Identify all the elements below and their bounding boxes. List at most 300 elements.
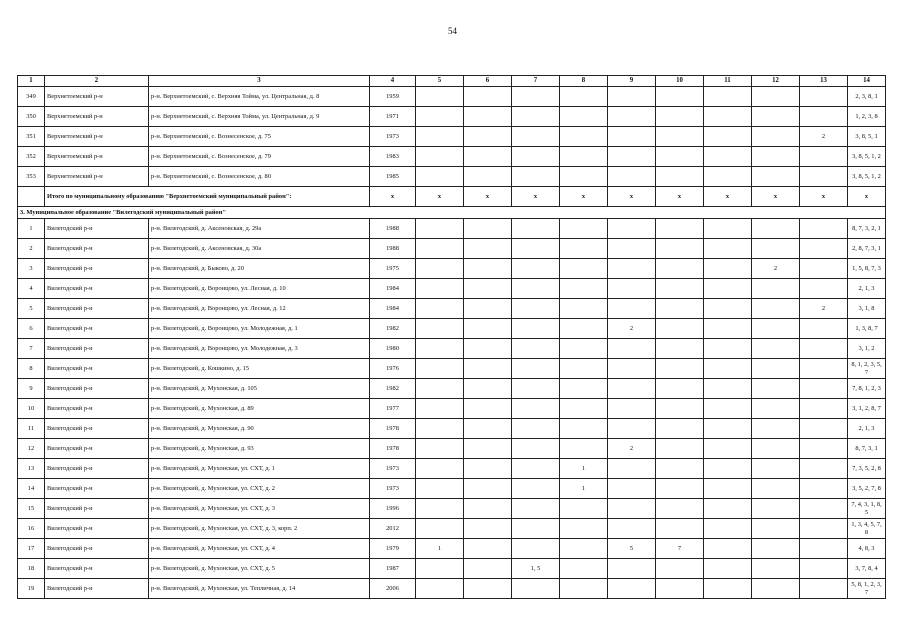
year-cell: 1971 [370, 107, 416, 127]
table-row [18, 379, 886, 399]
col5-cell [416, 339, 464, 359]
col5-cell [416, 127, 464, 147]
year-cell: 1975 [370, 259, 416, 279]
row-number: 4 [18, 279, 45, 299]
col5-cell [416, 239, 464, 259]
col11-cell [704, 299, 752, 319]
col7-cell [512, 399, 560, 419]
district-cell: Вилегодский р-н [45, 219, 149, 239]
address-cell: р-н. Вилегодский, д. Мухонская, ул. СХТ, д. 3, корп. 2 [149, 519, 370, 539]
col5-cell [416, 519, 464, 539]
total-mark-cell: x [608, 187, 656, 207]
col5-cell [416, 419, 464, 439]
table-row [18, 299, 886, 319]
address-cell: р-н. Верхнетоемский, с. Вознесенское, д. 75 [149, 127, 370, 147]
col13-cell [800, 579, 848, 599]
col11-cell [704, 219, 752, 239]
col12-cell [752, 359, 800, 379]
page-number: 54 [448, 26, 457, 36]
col10-cell [656, 359, 704, 379]
col5-cell [416, 559, 464, 579]
col13-cell [800, 87, 848, 107]
district-cell: Вилегодский р-н [45, 259, 149, 279]
col6-cell [464, 559, 512, 579]
col5-cell [416, 479, 464, 499]
table-row [18, 279, 886, 299]
district-cell: Вилегодский р-н [45, 339, 149, 359]
col9-cell [608, 379, 656, 399]
col14-cell: 2, 3, 8, 1 [848, 87, 886, 107]
col10-cell [656, 259, 704, 279]
col8-cell [560, 127, 608, 147]
col12-cell [752, 299, 800, 319]
row-number: 19 [18, 579, 45, 599]
col9-cell [608, 219, 656, 239]
header-cell: 2 [45, 76, 149, 87]
address-cell: р-н. Вилегодский, д. Кошкино, д. 15 [149, 359, 370, 379]
row-number: 17 [18, 539, 45, 559]
address-cell: р-н. Верхнетоемский, с. Вознесенское, д. 80 [149, 167, 370, 187]
col13-cell [800, 359, 848, 379]
col5-cell: 1 [416, 539, 464, 559]
col14-cell: 7, 4, 3, 1, 8, 5 [848, 499, 886, 519]
district-cell: Вилегодский р-н [45, 419, 149, 439]
header-cell: 9 [608, 76, 656, 87]
col14-cell: 3, 8, 5, 1 [848, 127, 886, 147]
col11-cell [704, 479, 752, 499]
year-cell: 1985 [370, 167, 416, 187]
col9-cell [608, 579, 656, 599]
col5-cell [416, 299, 464, 319]
col11-cell [704, 107, 752, 127]
col8-cell [560, 579, 608, 599]
col8-cell [560, 439, 608, 459]
col8-cell: 1 [560, 459, 608, 479]
col9-cell [608, 167, 656, 187]
district-cell: Вилегодский р-н [45, 519, 149, 539]
col8-cell [560, 167, 608, 187]
header-cell: 4 [370, 76, 416, 87]
row-number: 13 [18, 459, 45, 479]
col12-cell [752, 239, 800, 259]
table-row [18, 319, 886, 339]
col10-cell [656, 127, 704, 147]
year-cell: 1982 [370, 319, 416, 339]
col7-cell [512, 479, 560, 499]
address-cell: р-н. Вилегодский, д. Воронцово, ул. Молодежная, д. 3 [149, 339, 370, 359]
col5-cell [416, 219, 464, 239]
col13-cell [800, 339, 848, 359]
row-number: 8 [18, 359, 45, 379]
col11-cell [704, 399, 752, 419]
col10-cell [656, 499, 704, 519]
col5-cell [416, 499, 464, 519]
col14-cell: 8, 1, 2, 3, 5, 7 [848, 359, 886, 379]
year-cell: 1978 [370, 419, 416, 439]
row-number: 1 [18, 219, 45, 239]
col6-cell [464, 359, 512, 379]
table-row [18, 459, 886, 479]
col11-cell [704, 279, 752, 299]
housing-register-table [17, 75, 886, 599]
row-number: 7 [18, 339, 45, 359]
col6-cell [464, 479, 512, 499]
total-mark-cell: x [848, 187, 886, 207]
col7-cell [512, 127, 560, 147]
col14-cell: 1, 3, 8, 7 [848, 319, 886, 339]
col6-cell [464, 519, 512, 539]
row-number: 2 [18, 239, 45, 259]
col7-cell [512, 339, 560, 359]
table-row [18, 259, 886, 279]
col13-cell [800, 319, 848, 339]
col11-cell [704, 319, 752, 339]
district-cell: Верхнетоемский р-н [45, 87, 149, 107]
col9-cell [608, 339, 656, 359]
col12-cell [752, 339, 800, 359]
col7-cell [512, 579, 560, 599]
header-cell: 8 [560, 76, 608, 87]
col10-cell [656, 459, 704, 479]
col14-cell: 3, 1, 8 [848, 299, 886, 319]
col6-cell [464, 219, 512, 239]
col10-cell [656, 299, 704, 319]
col13-cell [800, 219, 848, 239]
district-cell: Вилегодский р-н [45, 319, 149, 339]
total-mark-cell: x [370, 187, 416, 207]
col8-cell: 1 [560, 479, 608, 499]
col9-cell [608, 259, 656, 279]
row-number: 18 [18, 559, 45, 579]
col8-cell [560, 147, 608, 167]
col9-cell [608, 519, 656, 539]
col10-cell [656, 399, 704, 419]
col7-cell [512, 539, 560, 559]
col11-cell [704, 359, 752, 379]
total-mark-cell: x [752, 187, 800, 207]
row-number: 350 [18, 107, 45, 127]
district-cell: Вилегодский р-н [45, 559, 149, 579]
col5-cell [416, 439, 464, 459]
address-cell: р-н. Вилегодский, д. Мухонская, д. 93 [149, 439, 370, 459]
col6-cell [464, 299, 512, 319]
row-number: 353 [18, 167, 45, 187]
table-row [18, 147, 886, 167]
header-cell: 14 [848, 76, 886, 87]
col9-cell [608, 299, 656, 319]
col5-cell [416, 107, 464, 127]
col6-cell [464, 419, 512, 439]
year-cell: 2006 [370, 579, 416, 599]
col9-cell [608, 147, 656, 167]
year-cell: 1988 [370, 239, 416, 259]
col9-cell [608, 499, 656, 519]
col13-cell [800, 279, 848, 299]
col6-cell [464, 439, 512, 459]
col9-cell [608, 559, 656, 579]
district-cell: Верхнетоемский р-н [45, 107, 149, 127]
col7-cell [512, 279, 560, 299]
table-row [18, 87, 886, 107]
col10-cell [656, 87, 704, 107]
col11-cell [704, 259, 752, 279]
col7-cell [512, 219, 560, 239]
col8-cell [560, 319, 608, 339]
col14-cell: 7, 8, 1, 2, 3 [848, 379, 886, 399]
col11-cell [704, 339, 752, 359]
table-row [18, 439, 886, 459]
year-cell: 1973 [370, 459, 416, 479]
total-row [18, 187, 886, 207]
col12-cell [752, 499, 800, 519]
row-number: 15 [18, 499, 45, 519]
col12-cell [752, 379, 800, 399]
col8-cell [560, 259, 608, 279]
col10-cell [656, 279, 704, 299]
header-cell: 13 [800, 76, 848, 87]
district-cell: Верхнетоемский р-н [45, 127, 149, 147]
year-cell: 1977 [370, 399, 416, 419]
header-cell: 3 [149, 76, 370, 87]
col6-cell [464, 459, 512, 479]
col14-cell: 7, 3, 5, 2, 8 [848, 459, 886, 479]
district-cell: Вилегодский р-н [45, 359, 149, 379]
col13-cell [800, 147, 848, 167]
table-row [18, 419, 886, 439]
year-cell: 1973 [370, 127, 416, 147]
col5-cell [416, 279, 464, 299]
col14-cell: 1, 5, 8, 7, 3 [848, 259, 886, 279]
col5-cell [416, 259, 464, 279]
col9-cell [608, 459, 656, 479]
address-cell: р-н. Вилегодский, д. Мухонская, ул. СХТ, д. 5 [149, 559, 370, 579]
address-cell: р-н. Вилегодский, д. Мухонская, ул. СХТ, д. 3 [149, 499, 370, 519]
col13-cell [800, 167, 848, 187]
district-cell: Вилегодский р-н [45, 439, 149, 459]
col14-cell: 1, 3, 4, 5, 7, 8 [848, 519, 886, 539]
col9-cell [608, 107, 656, 127]
col14-cell: 3, 8, 5, 1, 2 [848, 167, 886, 187]
row-number: 3 [18, 259, 45, 279]
district-cell: Верхнетоемский р-н [45, 167, 149, 187]
col9-cell [608, 419, 656, 439]
col10-cell [656, 379, 704, 399]
header-cell: 1 [18, 76, 45, 87]
col6-cell [464, 259, 512, 279]
header-cell: 12 [752, 76, 800, 87]
table-row [18, 559, 886, 579]
col10-cell [656, 219, 704, 239]
col14-cell: 2, 1, 3 [848, 279, 886, 299]
col9-cell: 2 [608, 439, 656, 459]
row-number: 14 [18, 479, 45, 499]
col5-cell [416, 459, 464, 479]
col6-cell [464, 279, 512, 299]
col5-cell [416, 379, 464, 399]
col8-cell [560, 379, 608, 399]
col12-cell [752, 147, 800, 167]
col7-cell [512, 379, 560, 399]
col8-cell [560, 219, 608, 239]
district-cell: Вилегодский р-н [45, 539, 149, 559]
col12-cell [752, 399, 800, 419]
table-row [18, 539, 886, 559]
col14-cell: 1, 2, 3, 8 [848, 107, 886, 127]
col12-cell [752, 439, 800, 459]
col12-cell: 2 [752, 259, 800, 279]
year-cell: 1996 [370, 499, 416, 519]
year-cell: 1984 [370, 299, 416, 319]
col9-cell [608, 127, 656, 147]
col8-cell [560, 339, 608, 359]
col12-cell [752, 279, 800, 299]
col9-cell [608, 479, 656, 499]
col5-cell [416, 319, 464, 339]
address-cell: р-н. Верхнетоемский, с. Верхняя Тойма, ул. Центральная, д. 9 [149, 107, 370, 127]
col11-cell [704, 127, 752, 147]
address-cell: р-н. Верхнетоемский, с. Вознесенское, д. 79 [149, 147, 370, 167]
address-cell: р-н. Вилегодский, д. Мухонская, ул. СХТ, д. 2 [149, 479, 370, 499]
col6-cell [464, 87, 512, 107]
address-cell: р-н. Вилегодский, д. Воронцово, ул. Лесная, д. 10 [149, 279, 370, 299]
district-cell: Вилегодский р-н [45, 579, 149, 599]
col8-cell [560, 87, 608, 107]
col11-cell [704, 459, 752, 479]
col14-cell: 3, 8, 5, 1, 2 [848, 147, 886, 167]
col9-cell: 5 [608, 539, 656, 559]
col10-cell [656, 479, 704, 499]
address-cell: р-н. Вилегодский, д. Мухонская, д. 90 [149, 419, 370, 439]
col13-cell [800, 499, 848, 519]
col5-cell [416, 579, 464, 599]
col10-cell [656, 239, 704, 259]
total-blank-cell [18, 187, 45, 207]
col14-cell: 3, 5, 2, 7, 8 [848, 479, 886, 499]
section-row [18, 207, 886, 219]
table-row [18, 339, 886, 359]
col7-cell [512, 259, 560, 279]
address-cell: р-н. Вилегодский, д. Мухонская, д. 89 [149, 399, 370, 419]
total-mark-cell: x [560, 187, 608, 207]
col12-cell [752, 519, 800, 539]
row-number: 10 [18, 399, 45, 419]
table-row [18, 359, 886, 379]
col11-cell [704, 379, 752, 399]
col7-cell [512, 499, 560, 519]
col14-cell: 3, 1, 2, 8, 7 [848, 399, 886, 419]
col10-cell [656, 439, 704, 459]
col13-cell [800, 519, 848, 539]
col6-cell [464, 399, 512, 419]
section-title: 3. Муниципальное образование "Вилегодский муниципальный район" [18, 207, 886, 219]
col9-cell [608, 279, 656, 299]
col8-cell [560, 239, 608, 259]
district-cell: Верхнетоемский р-н [45, 147, 149, 167]
col8-cell [560, 279, 608, 299]
row-number: 349 [18, 87, 45, 107]
col12-cell [752, 87, 800, 107]
row-number: 6 [18, 319, 45, 339]
col6-cell [464, 107, 512, 127]
col8-cell [560, 359, 608, 379]
total-mark-cell: x [704, 187, 752, 207]
col12-cell [752, 219, 800, 239]
col5-cell [416, 87, 464, 107]
year-cell: 1978 [370, 439, 416, 459]
col13-cell: 2 [800, 299, 848, 319]
total-mark-cell: x [416, 187, 464, 207]
col13-cell [800, 439, 848, 459]
total-mark-cell: x [800, 187, 848, 207]
total-label: Итого по муниципальному образованию "Верхнетоемский муниципальный район": [45, 187, 370, 207]
address-cell: р-н. Верхнетоемский, с. Верхняя Тойма, ул. Центральная, д. 8 [149, 87, 370, 107]
table-row [18, 579, 886, 599]
district-cell: Вилегодский р-н [45, 499, 149, 519]
table-row [18, 519, 886, 539]
col7-cell [512, 459, 560, 479]
col6-cell [464, 539, 512, 559]
header-cell: 5 [416, 76, 464, 87]
row-number: 352 [18, 147, 45, 167]
col11-cell [704, 559, 752, 579]
col7-cell [512, 147, 560, 167]
col13-cell [800, 239, 848, 259]
col14-cell: 4, 8, 3 [848, 539, 886, 559]
header-cell: 7 [512, 76, 560, 87]
col14-cell: 3, 1, 2 [848, 339, 886, 359]
year-cell: 2012 [370, 519, 416, 539]
address-cell: р-н. Вилегодский, д. Быково, д. 20 [149, 259, 370, 279]
address-cell: р-н. Вилегодский, д. Аксеновская, д. 30а [149, 239, 370, 259]
col13-cell [800, 399, 848, 419]
col11-cell [704, 439, 752, 459]
col7-cell [512, 439, 560, 459]
header-cell: 10 [656, 76, 704, 87]
address-cell: р-н. Вилегодский, д. Мухонская, ул. СХТ, д. 4 [149, 539, 370, 559]
col8-cell [560, 499, 608, 519]
col12-cell [752, 479, 800, 499]
col8-cell [560, 107, 608, 127]
col13-cell [800, 107, 848, 127]
col5-cell [416, 359, 464, 379]
total-mark-cell: x [464, 187, 512, 207]
col9-cell [608, 399, 656, 419]
col7-cell [512, 419, 560, 439]
year-cell: 1982 [370, 379, 416, 399]
col13-cell [800, 539, 848, 559]
col10-cell [656, 167, 704, 187]
col8-cell [560, 539, 608, 559]
col12-cell [752, 319, 800, 339]
address-cell: р-н. Вилегодский, д. Аксеновская, д. 29а [149, 219, 370, 239]
year-cell: 1979 [370, 539, 416, 559]
col11-cell [704, 239, 752, 259]
table-row [18, 219, 886, 239]
col5-cell [416, 167, 464, 187]
col6-cell [464, 239, 512, 259]
col7-cell [512, 359, 560, 379]
district-cell: Вилегодский р-н [45, 479, 149, 499]
row-number: 5 [18, 299, 45, 319]
col10-cell [656, 579, 704, 599]
col6-cell [464, 319, 512, 339]
col9-cell: 2 [608, 319, 656, 339]
header-row [18, 76, 886, 87]
col5-cell [416, 399, 464, 419]
col14-cell: 2, 1, 3 [848, 419, 886, 439]
col8-cell [560, 559, 608, 579]
row-number: 11 [18, 419, 45, 439]
